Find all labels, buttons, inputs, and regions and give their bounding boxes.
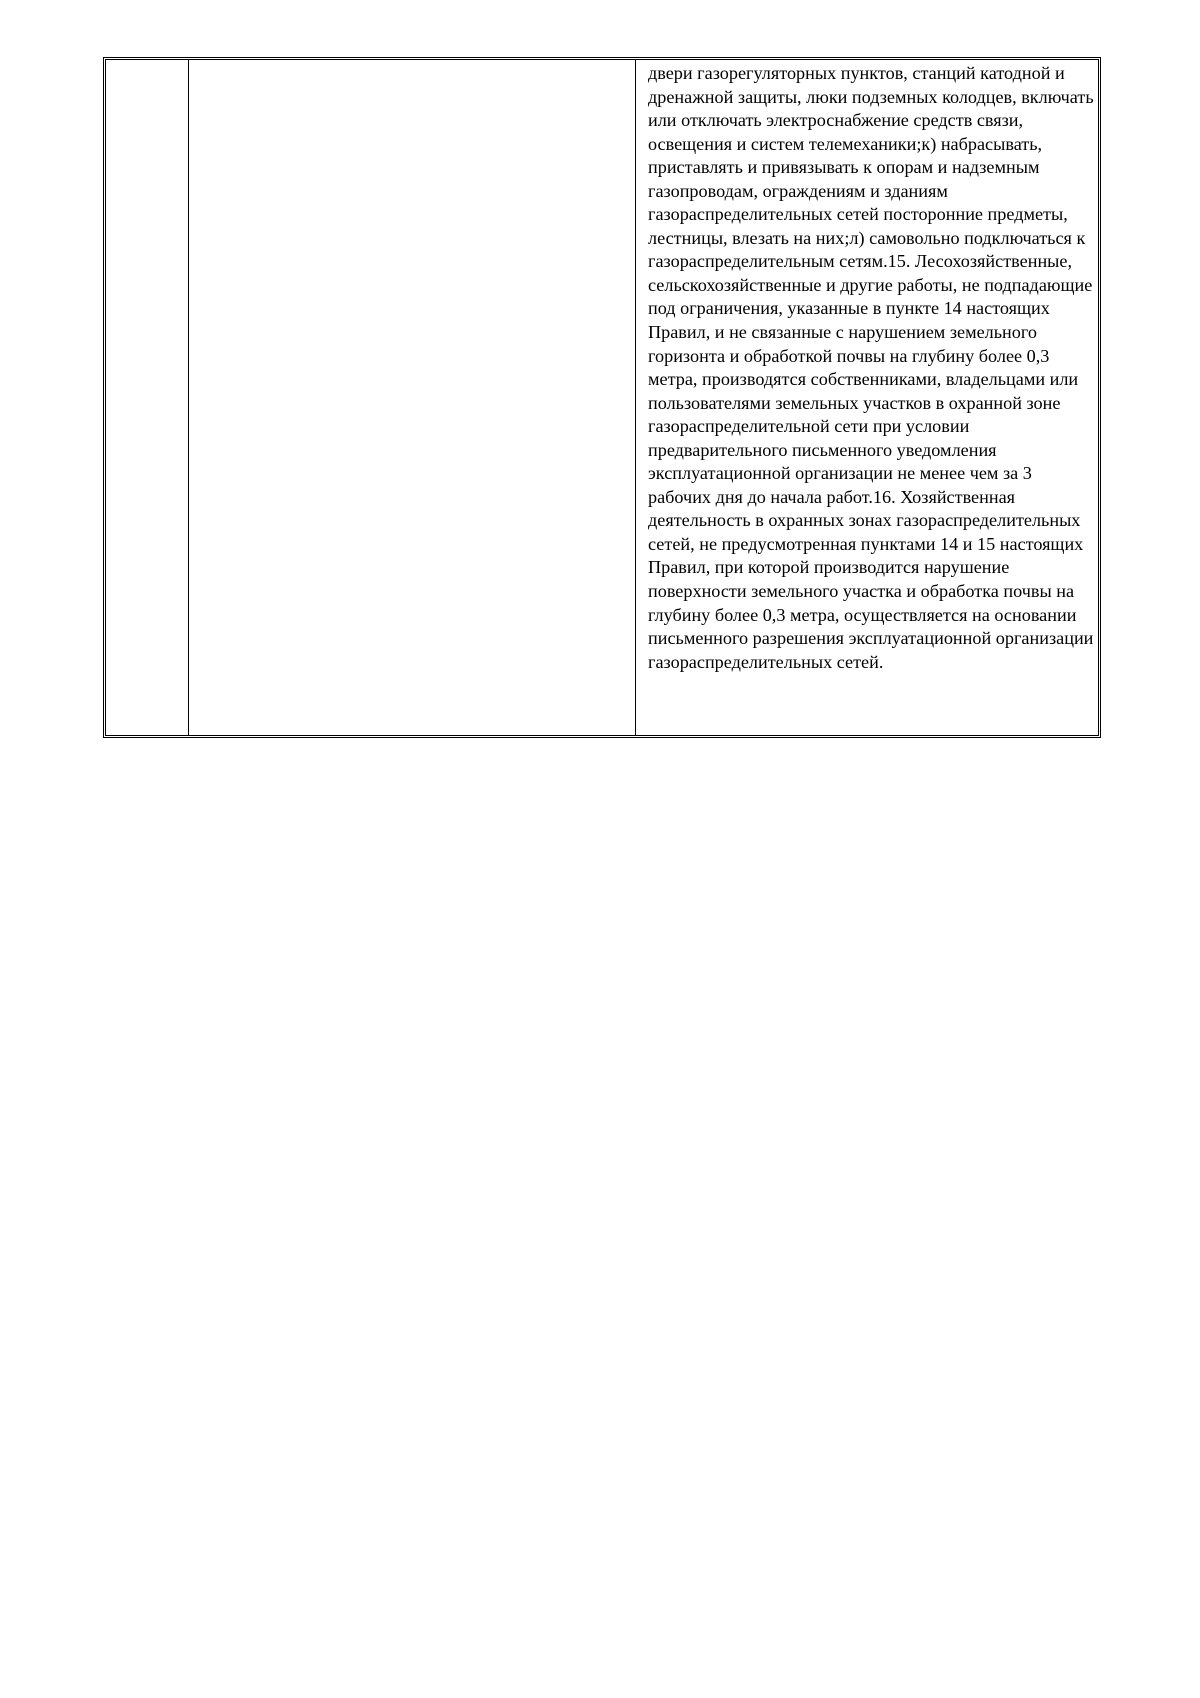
document-table (103, 57, 1101, 738)
table-cell-content (636, 60, 1098, 735)
table-cell-title (189, 60, 636, 735)
cell-content-text: двери газорегуляторных пунктов, станций катодной и дренажной защиты, люки подземных колодцев, включать или отключать электроснабжение средств связи, освещения и систем телемеханики;к) набрасывать, приставлять и привязывать к опорам и надземным газопроводам, ограждениям и зданиям газораспределительных сетей посторонние предметы, лестницы, влезать на них;л) самовольно подключаться к газораспределительным сетям.15. Лесохозяйственные, сельскохозяйственные и другие работы, не подпадающие под ограничения, указанные в пункте 14 настоящих Правил, и не связанные с нарушением земельного горизонта и обработкой почвы на глубину более 0,3 метра, производятся собственниками, владельцами или пользователями земельных участков в охранной зоне газораспределительной сети при условии предварительного письменного уведомления эксплуатационной организации не менее чем за 3 рабочих дня до начала работ.16. Хозяйственная деятельность в охранных зонах газораспределительных сетей, не предусмотренная пунктами 14 и 15 настоящих Правил, при которой производится нарушение поверхности земельного участка и обработка почвы на глубину более 0,3 метра, осуществляется на основании письменного разрешения эксплуатационной организации газораспределительных сетей. (648, 63, 1094, 672)
table-cell-number (106, 60, 189, 735)
